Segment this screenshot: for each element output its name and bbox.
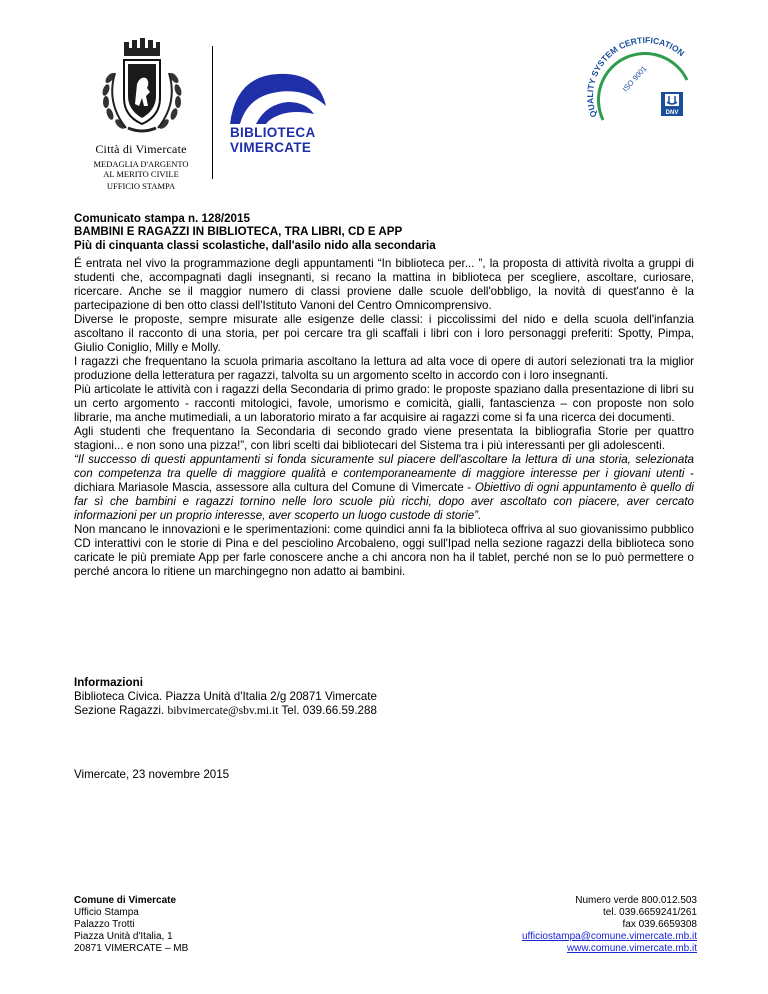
paragraph-2: Diverse le proposte, sempre misurate alle esigenze delle classi: i piccolissimi del nido e della scuola dell'infanzia ascoltano il racconto di una storia, per poi cercare tra gli scaffali i libri con i loro personaggi preferiti: Spotty, Pimpa, Giulio Coniglio, Milly e Molly.	[74, 313, 694, 354]
phone-number: tel. 039.6659241/261	[603, 907, 697, 918]
footer-org: Comune di Vimercate	[74, 895, 177, 906]
information-block	[74, 676, 694, 718]
email-link[interactable]: ufficiostampa@comune.vimercate.mb.it	[521, 931, 697, 942]
press-release-title-block	[74, 212, 694, 252]
date-line: Vimercate, 23 novembre 2015	[74, 768, 230, 781]
footer-right	[522, 895, 697, 955]
quote-part-1: “Il successo di questi appuntamenti si fonda sicuramente sul piacere dell'ascoltare la lettura di una storia, selezionata con competenza tra quelle di maggiore qualità e contemporaneamente di maggiore interesse per i giovani utenti	[74, 453, 694, 480]
quote-attribution: - dichiara Mariasole Mascia, assessore alla cultura del Comune di Vimercate -	[74, 467, 694, 494]
headline: BAMBINI E RAGAZZI IN BIBLIOTECA, TRA LIBRI, CD E APP	[74, 225, 403, 239]
footer-office: Ufficio Stampa	[74, 907, 139, 918]
footer-street: Piazza Unità d'Italia, 1	[74, 931, 173, 942]
paragraph-3: I ragazzi che frequentano la scuola primaria ascoltano la lettura ad alta voce di opere di autori selezionati tra la miglior produzione della letteratura per ragazzi, talvolta su un argomento scelto in accordo con i loro insegnanti.	[74, 355, 694, 382]
paragraph-5: Agli studenti che frequentano la Secondaria di secondo grado viene presentata la bibliografia Storie per quattro stagioni... e non sono una pizza!”, con libri scelti dai bibliotecari del Sistema tra i più interessanti per gli adolescenti.	[74, 425, 694, 452]
info-phone: Tel. 039.66.59.288	[278, 704, 377, 717]
city-crest-logo	[72, 38, 214, 190]
paragraph-4: Più articolate le attività con i ragazzi della Secondaria di primo grado: le proposte spaziano dalla presentazione di libri su un certo argomento - racconti mitologici, favole, umorismo e comicità, gialli, fantascienza – con proposte non solo librarie, ma anche mutimediali, a un laboratorio mirato a far acquisire ai ragazzi come si fa una ricerca dei documenti.	[74, 383, 694, 424]
paragraph-6	[74, 453, 694, 523]
medal-line-2: AL MERITO CIVILE	[103, 169, 179, 179]
quote-part-2: Obiettivo di ogni appuntamento è quello di far sì che bambini e ragazzi tornino nelle loro scuole più ricchi, dopo aver ascoltato con piacere, aver cercato informazioni per un proprio interesse, aver scoperto un luogo custode di storie”.	[74, 481, 694, 522]
toll-free-number: Numero verde 800.012.503	[575, 895, 697, 906]
dnv-mark: DNV	[665, 110, 679, 116]
info-heading: Informazioni	[74, 676, 143, 689]
quality-certification-logo	[583, 36, 699, 122]
fax-number: fax 039.6659308	[622, 919, 697, 930]
info-section-line	[74, 704, 694, 718]
footer-city: 20871 VIMERCATE – MB	[74, 943, 189, 954]
subheadline: Più di cinquanta classi scolastiche, dall'asilo nido alla secondaria	[74, 238, 436, 252]
library-logo-line-2: VIMERCATE	[230, 140, 312, 155]
library-email: bibvimercate@sbv.mi.it	[167, 704, 279, 717]
paragraph-7: Non mancano le innovazioni e le sperimentazioni: come quindici anni fa la biblioteca offriva al suo giovanissimo pubblico CD interattivi con le storie di Pina e del pesciolino Arcobaleno, oggi sull'Ipad nella sezione ragazzi della biblioteca sono caricate le più premiate App per farle conoscere anche a chi ancora non ha il tablet, perché non se lo può permettere o perché ancora lo ritiene un marchingegno non adatto ai bambini.	[74, 523, 694, 578]
iso-label: ISO 9001	[620, 64, 649, 94]
certification-seal-icon	[583, 36, 699, 122]
library-swirl-icon	[226, 70, 330, 126]
medal-line-1: MEDAGLIA D'ARGENTO	[93, 159, 189, 169]
coat-of-arms-icon	[80, 38, 204, 138]
info-address: Biblioteca Civica. Piazza Unità d'Italia 2/g 20871 Vimercate	[74, 690, 377, 703]
header-divider	[212, 46, 213, 179]
library-logo-line-1: BIBLIOTECA	[230, 125, 316, 140]
paragraph-1: É entrata nel vivo la programmazione degli appuntamenti “In biblioteca per... ”, la proposta di attività rivolta a gruppi di studenti che, accompagnati dagli insegnanti, si recano la mattina in biblioteca per scegliere, ascoltare, curiosare, ricercare. Anche se il maggior numero di classi proviene dalle scuole dell'obbligo, la novità di quest'anno è la partecipazione di ben otto classi dell'Istituto Vanoni del Centro Omnicomprensivo.	[74, 257, 694, 312]
website-link[interactable]: www.comune.vimercate.mb.it	[566, 943, 697, 954]
release-number: Comunicato stampa n. 128/2015	[74, 212, 250, 225]
certification-arc-text: QUALITY SYSTEM CERTIFICATION	[585, 36, 687, 119]
library-logo	[220, 70, 330, 162]
footer-left	[74, 895, 188, 955]
footer-building: Palazzo Trotti	[74, 919, 135, 930]
press-office-label: UFFICIO STAMPA	[106, 181, 176, 191]
info-section-label: Sezione Ragazzi.	[74, 704, 168, 717]
article-body	[74, 257, 694, 579]
city-name: Città di Vimercate	[95, 142, 187, 156]
